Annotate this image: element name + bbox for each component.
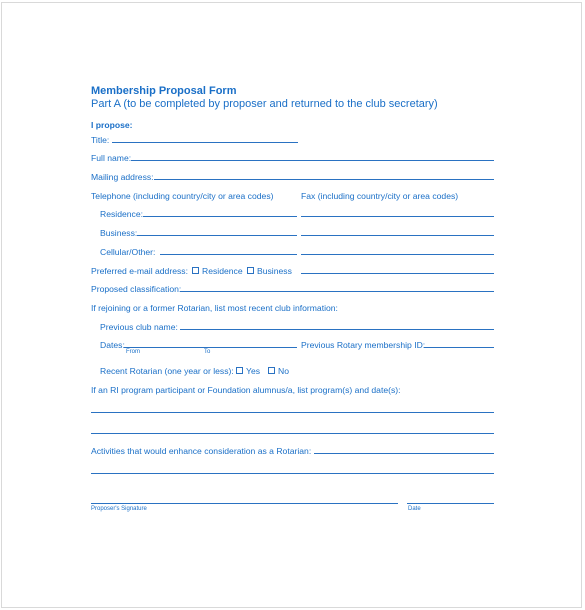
full-name-field[interactable] — [131, 160, 494, 161]
title-label: Title: — [91, 135, 110, 145]
checkbox-icon — [236, 367, 243, 374]
email-label: Preferred e-mail address: — [91, 266, 188, 276]
ri-program-field-line-1[interactable] — [91, 412, 494, 413]
email-field[interactable] — [301, 273, 494, 274]
fax-label: Fax (including country/city or area codes) — [301, 191, 459, 201]
no-label: No — [278, 366, 289, 376]
residence-phone-field[interactable] — [143, 216, 297, 217]
mailing-address-label: Mailing address: — [91, 172, 154, 182]
previous-club-label: Previous club name: — [100, 322, 178, 332]
form-title: Membership Proposal Form — [91, 85, 237, 97]
email-option-residence[interactable] — [191, 266, 243, 276]
cellular-label: Cellular/Other: — [100, 247, 156, 257]
recent-rotarian-label: Recent Rotarian (one year or less): — [100, 366, 234, 376]
recent-rotarian-yes[interactable] — [235, 366, 260, 376]
title-field[interactable] — [112, 142, 298, 143]
business-label: Business: — [100, 228, 138, 238]
cellular-phone-field[interactable] — [160, 254, 297, 255]
telephone-label: Telephone (including country/city or area codes) — [91, 191, 274, 201]
rejoining-label: If rejoining or a former Rotarian, list most recent club information: — [91, 303, 338, 313]
yes-label: Yes — [246, 366, 261, 376]
business-fax-field[interactable] — [301, 235, 494, 236]
activities-field-line-2[interactable] — [91, 473, 494, 474]
recent-rotarian-no[interactable] — [267, 366, 289, 376]
classification-label: Proposed classification: — [91, 284, 182, 294]
email-option-residence-label: Residence — [202, 266, 243, 276]
to-label: To — [204, 349, 211, 355]
ri-program-field-line-2[interactable] — [91, 433, 494, 434]
full-name-label: Full name: — [91, 153, 132, 163]
from-label: From — [126, 349, 140, 355]
ri-program-label: If an RI program participant or Foundation alumnus/a, list program(s) and date(s): — [91, 385, 401, 395]
checkbox-icon — [247, 267, 254, 274]
mailing-address-field[interactable] — [154, 179, 494, 180]
email-option-business-label: Business — [257, 266, 292, 276]
residence-label: Residence: — [100, 209, 143, 219]
email-option-business[interactable] — [246, 266, 292, 276]
residence-fax-field[interactable] — [301, 216, 494, 217]
checkbox-icon — [268, 367, 275, 374]
date-field[interactable] — [407, 503, 494, 504]
previous-club-field[interactable] — [180, 329, 494, 330]
activities-label: Activities that would enhance consideration as a Rotarian: — [91, 446, 312, 456]
dates-label: Dates: — [100, 340, 125, 350]
signature-label: Proposer's Signature — [91, 506, 147, 512]
cellular-fax-field[interactable] — [301, 254, 494, 255]
membership-id-label: Previous Rotary membership ID: — [301, 340, 426, 350]
membership-id-field[interactable] — [424, 347, 494, 348]
date-label: Date — [408, 506, 421, 512]
activities-field-line-1[interactable] — [314, 453, 494, 454]
part-a-heading: Part A (to be completed by proposer and returned to the club secretary) — [91, 98, 438, 110]
checkbox-icon — [192, 267, 199, 274]
classification-field[interactable] — [180, 291, 494, 292]
i-propose-label: I propose: — [91, 120, 133, 130]
dates-field[interactable] — [124, 347, 297, 348]
signature-field[interactable] — [91, 503, 398, 504]
business-phone-field[interactable] — [137, 235, 297, 236]
